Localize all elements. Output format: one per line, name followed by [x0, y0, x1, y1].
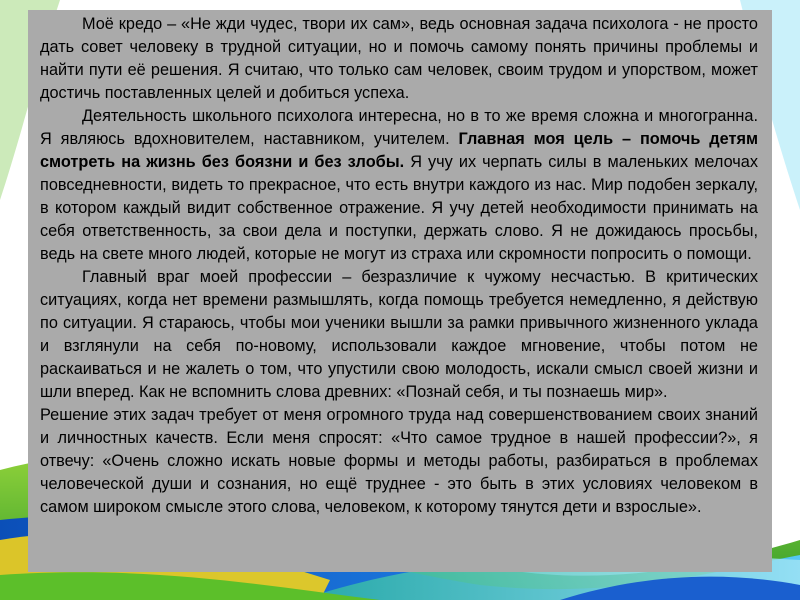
- paragraph-4: [40, 404, 758, 519]
- paragraph-2-text-end: Я учу их черпать силы в маленьких мелочах повседневности, видеть то прекрасное, что есть внутри каждого из нас. Мир подобен зеркалу, в котором каждый видит собственное отражение. Я учу детей необходимости принимать на себя ответственность, за свои дела и поступки, держать слово. Я не дожидаюсь просьбы, ведь на свете много людей, которые не могут из страха или скромности попросить о помощи.: [40, 153, 758, 263]
- paragraph-1: [40, 13, 758, 105]
- paragraph-1-text: Моё кредо – «Не жди чудес, твори их сам», ведь основная задача психолога - не просто дать совет человеку в трудной ситуации, но и помочь самому понять причины проблемы и найти пути её решения. Я считаю, что только сам человек, своим трудом и упорством, может достичь поставленных целей и добиться успеха.: [40, 15, 758, 102]
- paragraph-2-bold-goal: Главная моя цель – помочь детям смотреть на жизнь без боязни и без злобы.: [40, 130, 758, 171]
- paragraph-2: [40, 105, 758, 266]
- paragraph-2-text-start: Деятельность школьного психолога интересна, но в то же время сложна и многогранна. Я являюсь вдохновителем, наставником, учителем.: [40, 107, 758, 148]
- paragraph-4-text: Решение этих задач требует от меня огромного труда над совершенствованием своих знаний и личностных качеств. Если меня спросят: «Что самое трудное в нашей профессии?», я отвечу: «Очень сложно искать новые формы и методы работы, разбираться в проблемах человеческой души и сознания, но ещё труднее - это быть в этих условиях человеком в самом широком смысле этого слова, человеком, к которому тянутся дети и взрослые».: [40, 406, 758, 516]
- text-panel: [28, 10, 772, 572]
- paragraph-3: [40, 266, 758, 404]
- paragraph-3-text: Главный враг моей профессии – безразличие к чужому несчастью. В критических ситуациях, когда нет времени размышлять, когда помощь требуется немедленно, я действую по ситуации. Я стараюсь, чтобы мои ученики вышли за рамки привычного жизненного уклада и взглянули на себя по-новому, использовали каждое мгновение, чтобы потом не раскаиваться и не жалеть о том, что упустили свою молодость, искали смысл своей жизни и шли вперед. Как не вспомнить слова древних: «Познай себя, и ты познаешь мир».: [40, 268, 758, 401]
